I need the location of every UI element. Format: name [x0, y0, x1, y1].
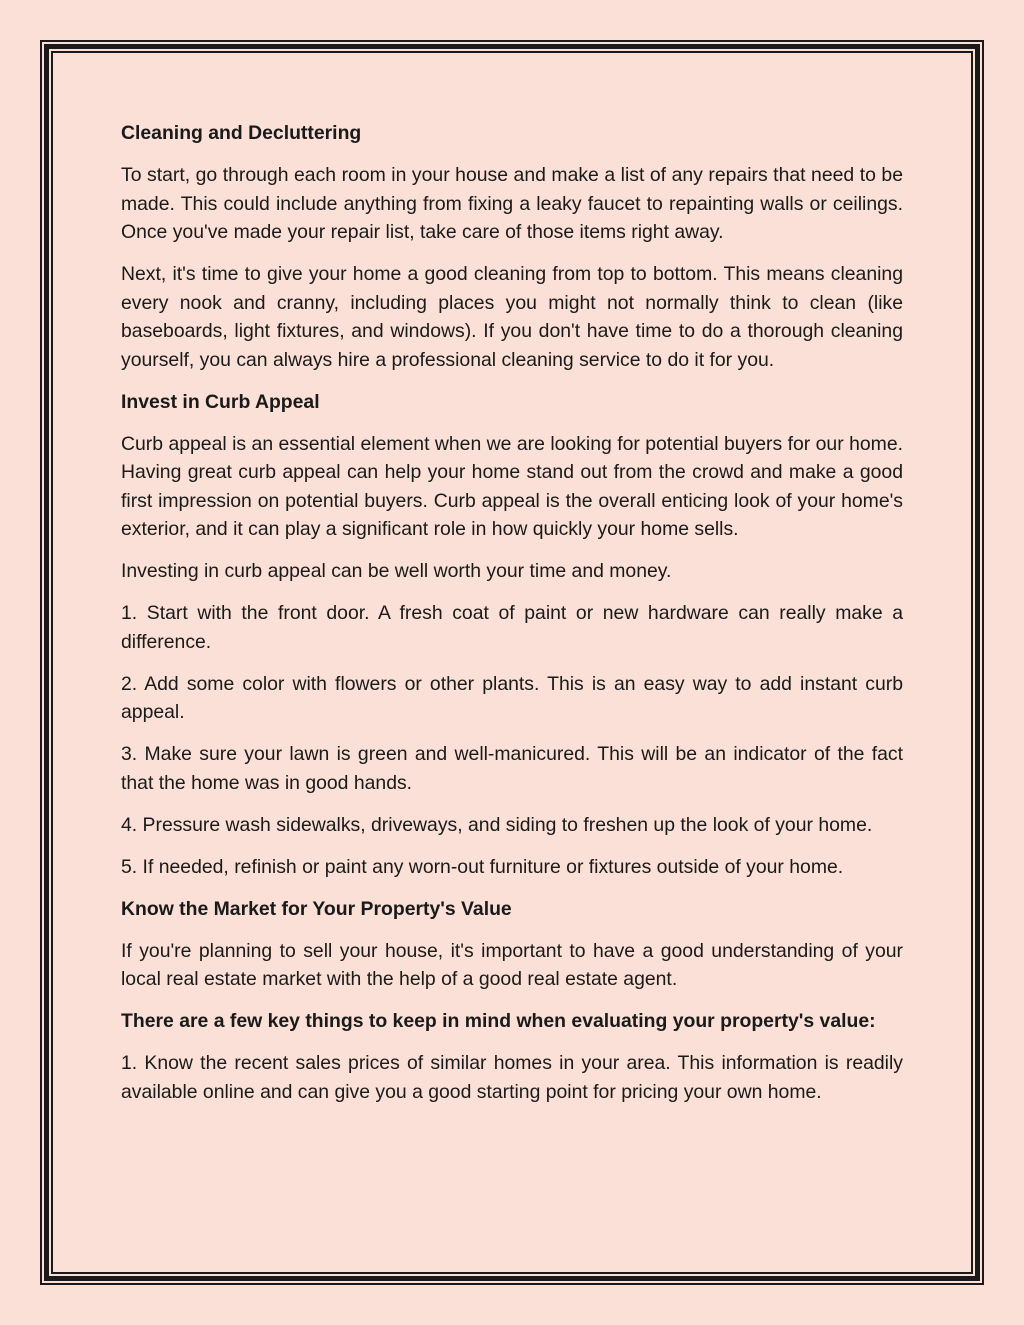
list-item-lawn: 3. Make sure your lawn is green and well-manicured. This will be an indicator of the fact that the home was in good hands. — [121, 743, 903, 794]
list-item-sales-prices: 1. Know the recent sales prices of similar homes in your area. This information is readily available online and can give you a good starting point for pricing your own home. — [121, 1052, 903, 1103]
list-item-pressure-wash: 4. Pressure wash sidewalks, driveways, and siding to freshen up the look of your home. — [121, 813, 873, 836]
paragraph-repairs: To start, go through each room in your house and make a list of any repairs that need to be made. This could include anything from fixing a leaky faucet to repainting walls or ceilings. Once you've made your repair list, take care of those items right away. — [121, 164, 903, 243]
section-heading-curb-appeal: Invest in Curb Appeal — [121, 390, 320, 413]
list-item-refinish: 5. If needed, refinish or paint any worn-out furniture or fixtures outside of your home. — [121, 855, 844, 878]
paragraph-curb-appeal-intro: Curb appeal is an essential element when we are looking for potential buyers for our home. Having great curb appeal can help your home stand out from the crowd and make a good first impression on potential buyers. Curb appeal is the overall enticing look of your home's exterior, and it can play a significant role in how quickly your home sells. — [121, 432, 903, 540]
section-heading-cleaning: Cleaning and Decluttering — [121, 122, 362, 144]
paragraph-cleaning: Next, it's time to give your home a good cleaning from top to bottom. This means cleaning every nook and cranny, including places you might not normally think to clean (like baseboards, light fixtures, and windows). If you don't have time to do a thorough cleaning yourself, you can always hire a professional cleaning service to do it for you. — [121, 263, 903, 371]
document-body — [121, 119, 903, 1120]
paragraph-curb-appeal-worth: Investing in curb appeal can be well worth your time and money. — [121, 560, 672, 582]
section-heading-market: Know the Market for Your Property's Value — [121, 897, 512, 920]
subheading-key-things: There are a few key things to keep in mind when evaluating your property's value: — [121, 1010, 876, 1032]
list-item-flowers: 2. Add some color with flowers or other plants. This is an easy way to add instant curb appeal. — [121, 672, 903, 723]
list-item-front-door: 1. Start with the front door. A fresh coat of paint or new hardware can really make a difference. — [121, 602, 903, 653]
paragraph-market-intro: If you're planning to sell your house, it's important to have a good understanding of your local real estate market with the help of a good real estate agent. — [121, 939, 903, 990]
